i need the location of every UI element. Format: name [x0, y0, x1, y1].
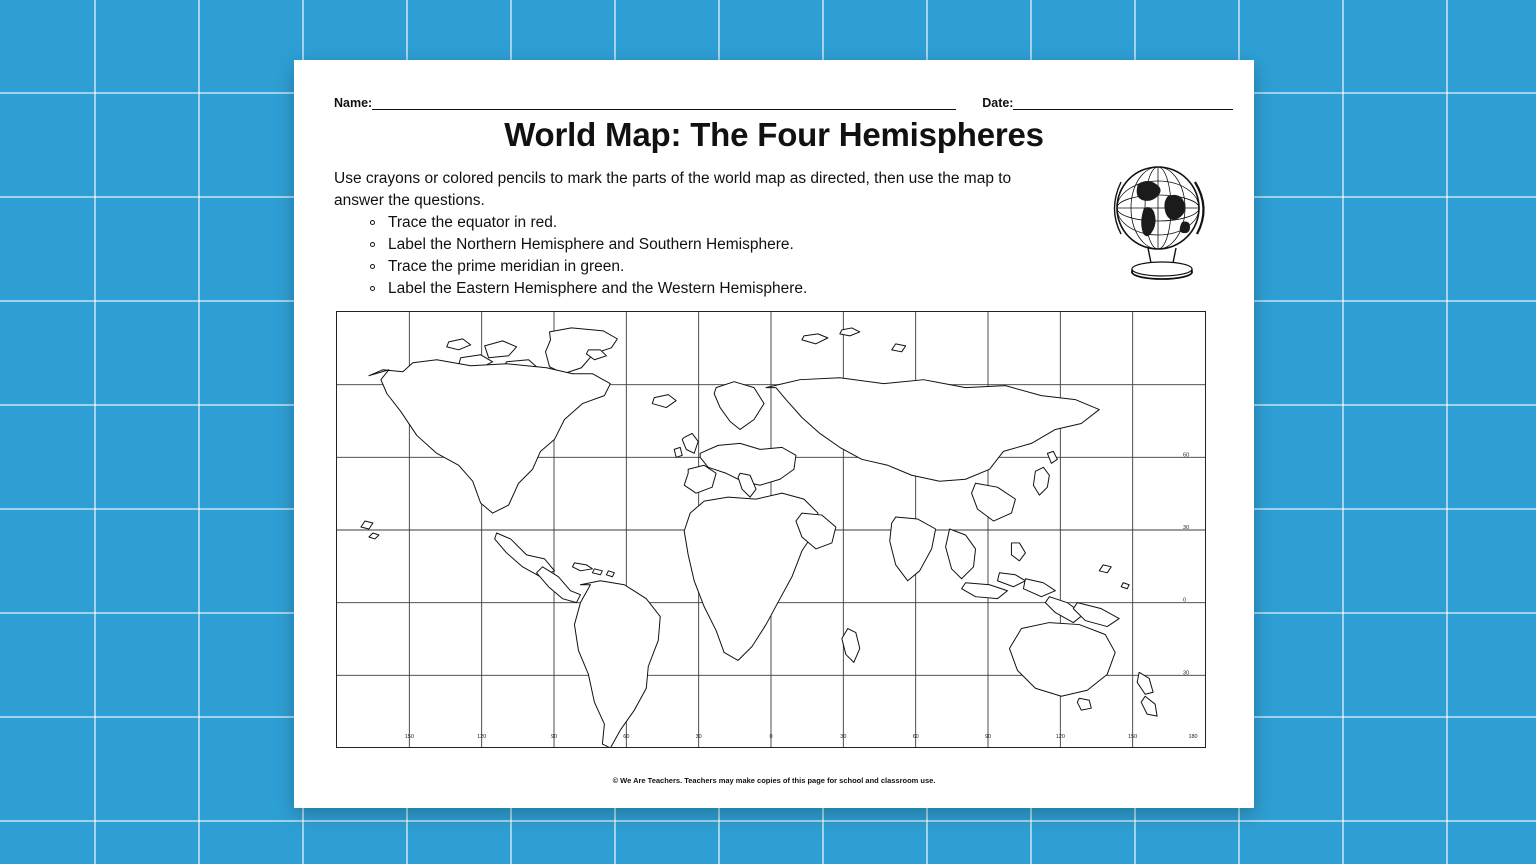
svg-text:120: 120 — [477, 734, 487, 741]
svg-text:0: 0 — [769, 734, 773, 741]
svg-text:30: 30 — [695, 734, 702, 741]
name-input-line[interactable] — [372, 96, 956, 110]
list-item: Trace the prime meridian in green. — [366, 256, 1066, 278]
svg-text:0: 0 — [1183, 597, 1187, 604]
svg-text:90: 90 — [984, 734, 992, 741]
svg-text:30: 30 — [1183, 670, 1190, 677]
map-landmasses — [361, 328, 1157, 747]
svg-text:60: 60 — [912, 734, 919, 741]
svg-text:90: 90 — [550, 734, 558, 741]
svg-text:150: 150 — [404, 734, 414, 741]
world-map — [336, 311, 1206, 748]
svg-text:120: 120 — [1055, 734, 1065, 741]
svg-text:180: 180 — [1188, 734, 1198, 741]
copyright-footer: © We Are Teachers. Teachers may make copies of this page for school and classroom use. — [612, 776, 936, 785]
date-input-line[interactable] — [1013, 96, 1233, 110]
svg-text:30: 30 — [840, 734, 847, 741]
svg-text:150: 150 — [1128, 734, 1138, 741]
svg-text:30: 30 — [1183, 525, 1190, 531]
globe-icon — [1094, 156, 1226, 288]
list-item: Label the Northern Hemisphere and Southern Hemisphere. — [366, 234, 1066, 256]
svg-text:60: 60 — [1183, 452, 1190, 459]
name-date-row — [334, 90, 1214, 110]
svg-text:60: 60 — [623, 734, 630, 741]
date-label: Date: — [982, 96, 1014, 110]
map-longitude-labels — [405, 734, 1198, 740]
list-item: Trace the equator in red. — [366, 212, 1066, 234]
worksheet-page — [294, 60, 1254, 808]
instructions-paragraph: Use crayons or colored pencils to mark the parts of the world map as directed, then use the map to answer the questions. — [334, 170, 1012, 209]
task-list — [366, 212, 1066, 300]
name-label: Name: — [334, 96, 373, 110]
list-item: Label the Eastern Hemisphere and the Western Hemisphere. — [366, 278, 1066, 300]
map-latitude-labels — [1183, 452, 1189, 676]
page-title: World Map: The Four Hemispheres — [504, 116, 1044, 153]
